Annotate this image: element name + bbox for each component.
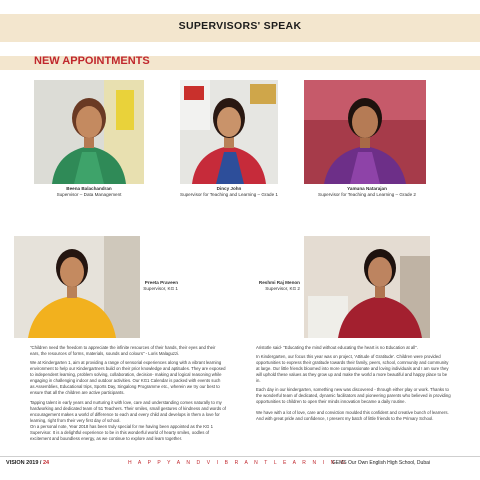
footer-tagline: H A P P Y A N D V I B R A N T L E A R N I N G — [128, 460, 348, 466]
page-title: SUPERVISORS' SPEAK — [178, 20, 302, 32]
right-paragraph-discovery: Each day in our kindergarten, something new was discovered - through either play or work. Thanks to the wonderful team of dedicated, dynamic facilitators and pioneering parents who believed in providing opportunities to children to open their minds innovation became a daily routine. — [256, 387, 451, 404]
person-role: Supervisor, KG 2 — [265, 286, 300, 291]
footer-issue-label: VISION 2019 / — [6, 460, 43, 466]
footer-school-name: GEMS Our Own English High School, Dubai — [331, 460, 430, 466]
footer-issue — [6, 460, 49, 466]
photo-yamuna-natarajan — [304, 80, 426, 184]
section-title: NEW APPOINTMENTS — [34, 55, 150, 67]
footer-divider — [0, 456, 480, 457]
right-paragraph-pride: We have with a lot of love, care and conviction moulded this confident and creative bunch of learners. And with great pride and confidence, I present my batch of little friends to the Primary School. — [256, 410, 449, 421]
person-name: Beena Balachandran — [66, 186, 112, 191]
caption-beena — [26, 186, 152, 198]
right-paragraph-gratitude: In Kindergarten, our focus this year was on project, 'Attitude of Gratitude'. Children were provided opportunities to express their gratitude towards their family, peers, school, community and community at large. Our little friends bloomed into more compassionate and loving individuals and I am sure they will uphold these values as they grow up and make the world a more beautiful and happy place to be in. — [256, 354, 449, 383]
left-paragraph-kg1: We at Kindergarten 1, aim at providing a range of sensorial experiences along with a vibrant learning environment to help our Kindergartners build on their prior knowledge and aptitudes. They are exposed to independent learning, problem solving, collaboration, decision- making and logical reasoning while engaging in challenging indoor and outdoor activities. Our KG1 Calendar is packed with events such as Assemblies, Educational trips, Sports Day, Singalong Programme etc., wherein we try our best to ensure that all the children are active participants. — [30, 360, 226, 395]
person-role: Supervisor for Teaching and Learning – Grade 1 — [180, 192, 278, 197]
person-role: Supervisor for Teaching and Learning – Grade 2 — [318, 192, 416, 197]
caption-dincy — [166, 186, 292, 198]
page-number: 24 — [43, 460, 50, 466]
left-paragraph-team: Tapping talent in early years and nurturing it with love, care and understanding comes naturally to my hardworking and dedicated team of 51 Teachers. Their smiles, small gestures of kindness and words of encouragement makes a world of difference to each and every child and develops in them a love for learning, right from their very first day of school. — [30, 400, 226, 423]
person-name: Preeta Praveen — [144, 280, 178, 285]
caption-preeta — [96, 280, 178, 292]
person-name: Dincy John — [216, 186, 242, 191]
photo-beena-balachandran — [34, 80, 144, 184]
left-paragraph-quote: "Children need the freedom to appreciate the infinite resources of their hands, their eyes and their ears, the resources of forms, materials, sounds and colours" - Loris Malaguzzi. — [30, 345, 216, 356]
caption-yamuna — [300, 186, 434, 198]
left-paragraph-personal: On a personal note, Year 2018 has been truly special for me having been appointed as the KG 1 Supervisor. It is a delightful experience to be in this wonderful world of hearty smiles, oodles of excitement and boundless energy, as we continue to explore and learn together. — [30, 424, 213, 441]
photo-dincy-john — [180, 80, 278, 184]
caption-reshmi — [236, 280, 300, 292]
photo-reshmi-raj-menon — [304, 236, 430, 338]
person-name: Reshmi Raj Menon — [258, 280, 300, 285]
right-paragraph-quote: Aristotle said- "Educating the mind without educating the heart is no Education at all". — [256, 345, 418, 350]
person-name: Yamuna Natarajan — [347, 186, 387, 191]
person-role: Supervisor, KG 1 — [143, 286, 178, 291]
person-role: Supervisor – Data Management — [56, 192, 122, 197]
